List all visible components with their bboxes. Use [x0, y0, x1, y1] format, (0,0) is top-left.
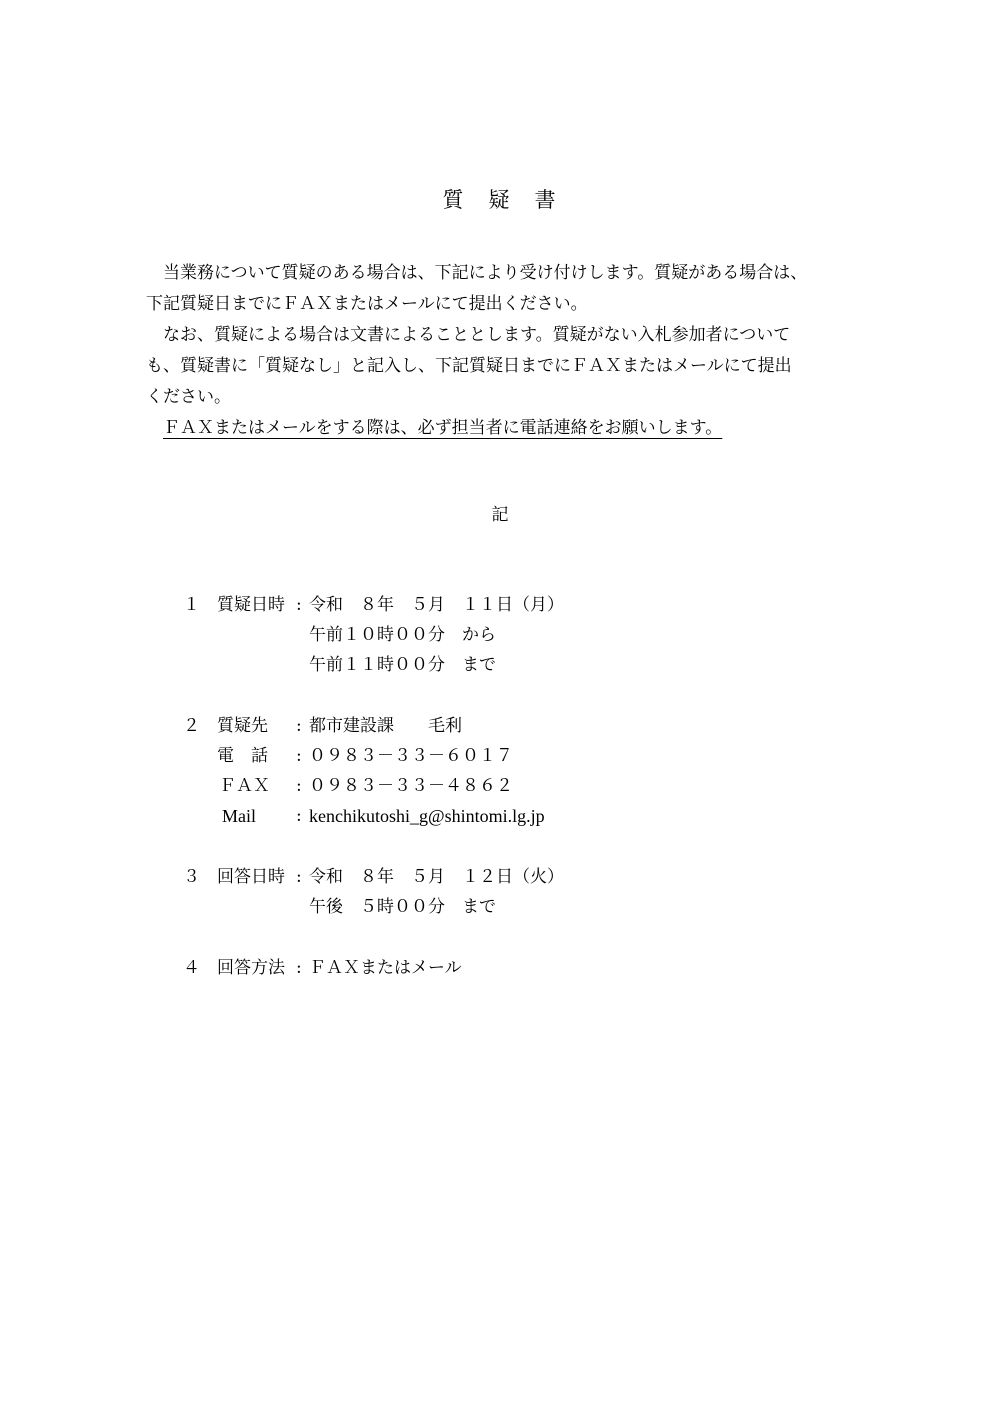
item-4-row — [0, 953, 1000, 983]
phone-label: 電 話 — [217, 746, 268, 766]
item-2-row — [0, 711, 1000, 741]
item-label: 回答方法 — [217, 958, 285, 978]
item-number: ３ — [183, 867, 200, 887]
mail-row — [0, 801, 1000, 831]
item-number: １ — [183, 595, 200, 615]
item-1-row-2 — [0, 620, 1000, 650]
mail-label: Mail — [222, 806, 256, 826]
inquiry-date: 令和 ８年 ５月 １１日（月） — [309, 595, 564, 615]
item-number: ２ — [183, 716, 200, 736]
answer-time: 午後 ５時００分 まで — [309, 897, 496, 917]
intro-line: 当業務について質疑のある場合は、下記により受け付けします。質疑がある場合は、 — [146, 263, 808, 283]
inquiry-start-time: 午前１０時００分 から — [309, 625, 496, 645]
document-title: 質 疑 書 — [442, 188, 558, 212]
item-label: 質疑日時 — [217, 595, 285, 615]
item-label: 回答日時 — [217, 867, 285, 887]
colon-separator: : — [296, 746, 302, 766]
notice-indent — [146, 418, 163, 438]
item-label: 質疑先 — [217, 716, 268, 736]
underlined-notice: ＦＡＸまたはメールをする際は、必ず担当者に電話連絡をお願いします。 — [163, 418, 723, 438]
ki-heading: 記 — [491, 505, 509, 525]
item-number: ４ — [183, 958, 200, 978]
item-3-row-2 — [0, 892, 1000, 922]
inquiry-end-time: 午前１１時００分 まで — [309, 655, 496, 675]
colon-separator: : — [296, 806, 302, 826]
answer-method: ＦＡＸまたはメール — [309, 958, 462, 978]
intro-line: なお、質疑による場合は文書によることとします。質疑がない入札参加者について — [146, 325, 791, 345]
intro-paragraph — [146, 258, 876, 444]
phone-number: ０９８３－３３－６０１７ — [309, 746, 513, 766]
colon-separator: : — [296, 776, 302, 796]
intro-line: も、質疑書に「質疑なし」と記入し、下記質疑日までにＦＡＸまたはメールにて提出 — [146, 356, 792, 376]
colon-separator: : — [296, 716, 302, 736]
colon-separator: : — [296, 958, 302, 978]
notice-line — [146, 413, 876, 444]
intro-line: 下記質疑日までにＦＡＸまたはメールにて提出ください。 — [146, 294, 588, 314]
mail-address: kenchikutoshi_g@shintomi.lg.jp — [309, 806, 545, 826]
contact-department: 都市建設課 毛利 — [309, 716, 462, 736]
intro-line: ください。 — [146, 387, 231, 407]
colon-separator: : — [296, 595, 302, 615]
fax-number: ０９８３－３３－４８６２ — [309, 776, 513, 796]
item-3-row — [0, 862, 1000, 892]
item-1-row — [0, 590, 1000, 620]
item-1-row-3 — [0, 650, 1000, 680]
fax-label: ＦＡＸ — [219, 776, 270, 796]
phone-row — [0, 741, 1000, 771]
colon-separator: : — [296, 867, 302, 887]
answer-date: 令和 ８年 ５月 １２日（火） — [309, 867, 564, 887]
fax-row — [0, 771, 1000, 801]
